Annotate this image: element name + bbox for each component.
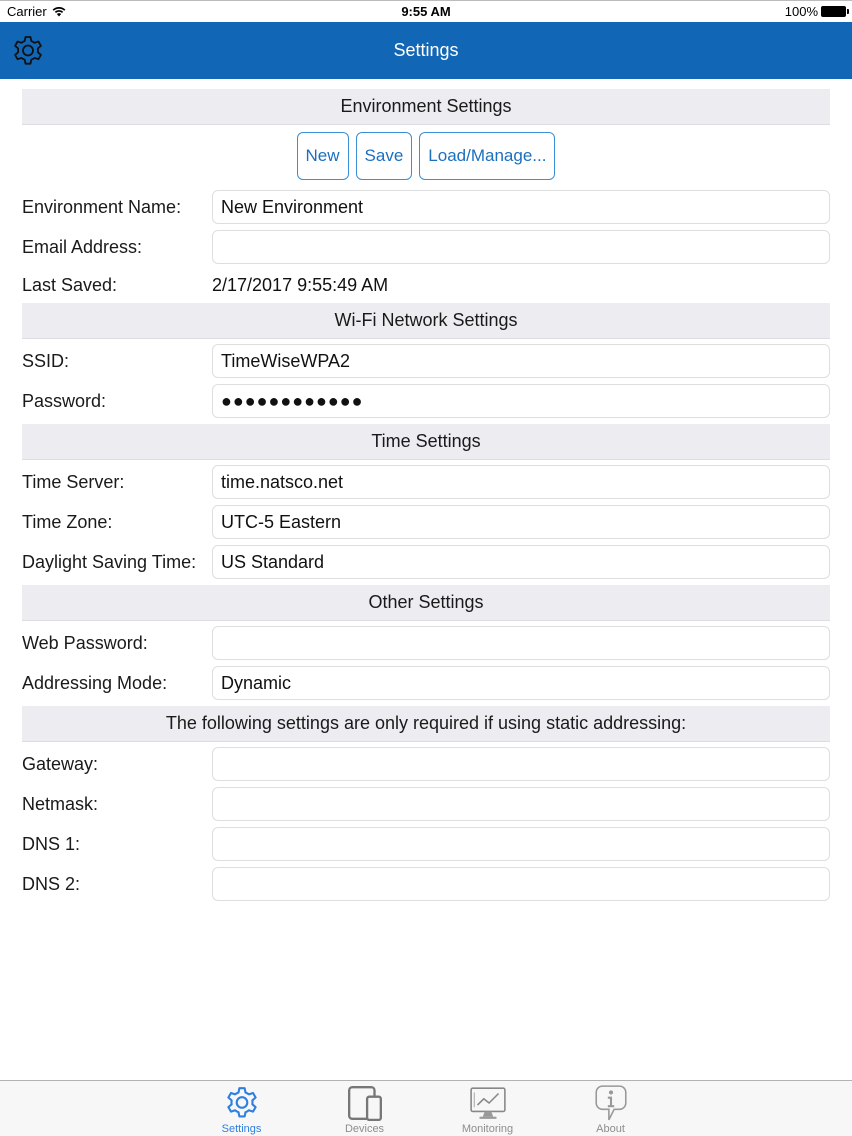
save-button[interactable]: Save xyxy=(356,132,413,180)
time-server-label: Time Server: xyxy=(22,471,125,492)
web-password-label: Web Password: xyxy=(22,632,148,653)
email-input[interactable] xyxy=(212,230,830,264)
gateway-input[interactable] xyxy=(212,747,830,781)
status-right xyxy=(785,4,846,19)
carrier-label: Carrier xyxy=(7,4,47,19)
section-header-static: The following settings are only required if using static addressing: xyxy=(22,706,830,742)
netmask-row xyxy=(22,784,830,824)
addressing-mode-select[interactable]: Dynamic xyxy=(212,666,830,700)
section-header-time: Time Settings xyxy=(22,424,830,460)
status-time: 9:55 AM xyxy=(401,4,451,19)
ssid-input[interactable]: TimeWiseWPA2 xyxy=(212,344,830,378)
netmask-input[interactable] xyxy=(212,787,830,821)
tab-bar xyxy=(0,1080,852,1136)
last-saved-value: 2/17/2017 9:55:49 AM xyxy=(212,274,389,295)
web-password-row xyxy=(22,623,830,663)
netmask-label: Netmask: xyxy=(22,793,99,814)
environment-name-label: Environment Name: xyxy=(22,196,182,217)
battery-percent: 100% xyxy=(784,4,818,19)
time-zone-label: Time Zone: xyxy=(22,511,113,532)
addressing-mode-label: Addressing Mode: xyxy=(22,672,168,693)
addressing-mode-row xyxy=(22,663,830,703)
dst-row xyxy=(22,542,830,582)
gateway-label: Gateway: xyxy=(22,753,99,774)
email-label: Email Address: xyxy=(22,236,143,257)
battery-icon xyxy=(821,6,846,17)
tab-settings[interactable] xyxy=(180,1081,303,1136)
environment-name-input[interactable]: New Environment xyxy=(212,190,830,224)
devices-icon xyxy=(346,1084,384,1122)
page-title: Settings xyxy=(393,40,459,60)
last-saved-row xyxy=(22,267,830,303)
dst-label: Daylight Saving Time: xyxy=(22,551,197,572)
environment-button-row xyxy=(22,125,830,187)
wifi-password-label: Password: xyxy=(22,390,107,411)
section-header-other: Other Settings xyxy=(22,585,830,621)
dns2-label: DNS 2: xyxy=(22,873,81,894)
monitor-chart-icon xyxy=(469,1084,507,1122)
time-zone-row xyxy=(22,502,830,542)
email-row xyxy=(22,227,830,267)
section-header-environment: Environment Settings xyxy=(22,89,830,125)
ssid-label: SSID: xyxy=(22,350,70,371)
dns2-input[interactable] xyxy=(212,867,830,901)
tab-label: Devices xyxy=(344,1123,385,1135)
dns1-row xyxy=(22,824,830,864)
wifi-password-row xyxy=(22,381,830,421)
tab-monitoring[interactable] xyxy=(426,1081,549,1136)
gear-icon xyxy=(223,1084,261,1122)
last-saved-label: Last Saved: xyxy=(22,274,118,295)
wifi-password-input[interactable]: ●●●●●●●●●●●● xyxy=(212,384,830,418)
nav-bar xyxy=(0,22,852,79)
dns1-input[interactable] xyxy=(212,827,830,861)
ssid-row xyxy=(22,341,830,381)
tab-devices[interactable] xyxy=(303,1081,426,1136)
tab-label: Settings xyxy=(221,1123,262,1135)
status-bar xyxy=(0,0,852,22)
settings-form xyxy=(22,89,830,904)
time-server-row xyxy=(22,462,830,502)
environment-name-row xyxy=(22,187,830,227)
tab-label: About xyxy=(596,1123,625,1135)
time-zone-select[interactable]: UTC-5 Eastern xyxy=(212,505,830,539)
section-header-wifi: Wi-Fi Network Settings xyxy=(22,303,830,339)
new-button[interactable]: New xyxy=(297,132,349,180)
gateway-row xyxy=(22,744,830,784)
dns1-label: DNS 1: xyxy=(22,833,81,854)
time-server-input[interactable]: time.natsco.net xyxy=(212,465,830,499)
info-bubble-icon xyxy=(592,1084,630,1122)
dns2-row xyxy=(22,864,830,904)
load-manage-button[interactable]: Load/Manage... xyxy=(419,132,555,180)
tab-about[interactable] xyxy=(549,1081,672,1136)
web-password-input[interactable] xyxy=(212,626,830,660)
gear-icon[interactable] xyxy=(10,32,46,68)
dst-select[interactable]: US Standard xyxy=(212,545,830,579)
tab-label: Monitoring xyxy=(461,1123,514,1135)
